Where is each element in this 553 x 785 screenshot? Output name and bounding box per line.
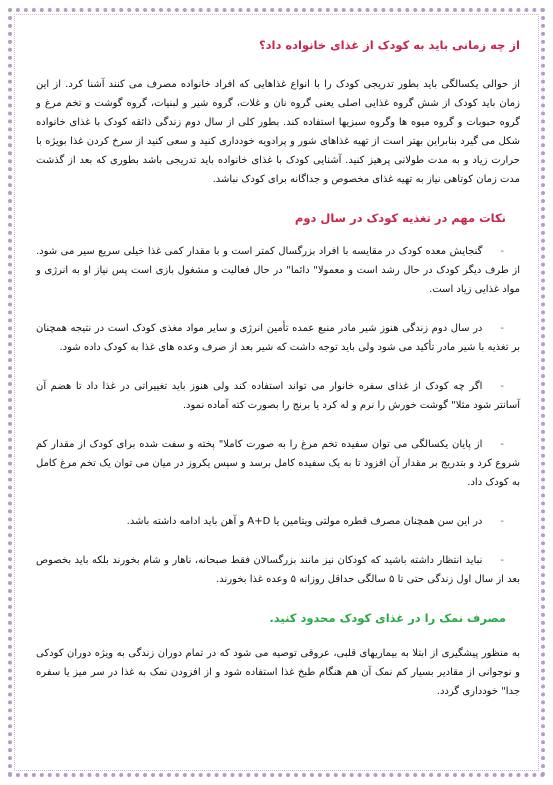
list-item-text: در این سن همچنان مصرف قطره مولتی ویتامین یا A+D و آهن باید ادامه داشته باشد. <box>126 516 483 527</box>
list-item <box>36 242 520 299</box>
list-item <box>36 377 520 415</box>
list-item <box>36 319 520 357</box>
bullet-marker: - <box>500 246 504 257</box>
list-item <box>36 435 520 492</box>
list-item-text: در سال دوم زندگی هنوز شیر مادر منبع عمده تأمین انرژی و سایر مواد مغذی کودک است در نتیجه همچنان بر تغذیه با شیر مادر تأکید می شود ولی باید توجه داشت که شیر بعد از صرف وعده های غذا به کودک داده شود. <box>36 323 520 353</box>
list-item <box>36 512 520 531</box>
bullet-marker: - <box>500 323 504 334</box>
bullet-marker: - <box>500 439 504 450</box>
list-item-text: اگر چه کودک از غذای سفره خانوار می تواند استفاده کند ولی هنوز باید تغییراتی در غذا داد تا هضم آن آسانتر شود مثلا" گوشت خورش را نرم و له کرد یا برنج را بصورت کته آماده نمود. <box>36 381 520 411</box>
section-heading-family-food: از چه زمانی باید به کودک از غذای خانواده داد؟ <box>258 38 520 52</box>
bullet-marker: - <box>500 381 504 392</box>
list-item-text: از پایان یکسالگی می توان سفیده تخم مرغ را به صورت کاملا" پخته و سفت شده برای کودک از مقدار کم شروع کرد و بتدریج بر مقدار آن افزود تا به یک سفیده کامل برسد و سپس یکروز در میان می توان یک تخم مرغ کامل به کودک داد. <box>36 439 520 488</box>
list-item-text: نباید انتظار داشته باشید که کودکان نیز مانند بزرگسالان فقط صبحانه، ناهار و شام بخورند بلکه باید بخصوص بعد از سال اول زندگی حتی تا ۵ سالگی حداقل روزانه ۵ وعده غذا بخورند. <box>36 555 520 585</box>
section-heading-salt: مصرف نمک را در غذای کودک محدود کنید. <box>269 611 506 625</box>
tips-list <box>36 242 520 589</box>
document-page <box>36 20 520 765</box>
paragraph-salt: به منظور پیشگیری از ابتلا به بیماریهای قلبی، عروقی توصیه می شود که در تمام دوران زندگی به ویژه دوران کودکی و نوجوانی از مقادیر بسیار کم نمک آن هم هنگام طبخ غذا استفاده شود و از افزودن نمک به غذا در سر میز یا سفره جدا" خودداری گردد. <box>36 648 520 697</box>
list-item-text: گنجایش معده کودک در مقایسه با افراد بزرگسال کمتر است و با مقدار کمی غذا خیلی سریع سیر می شود. از طرف دیگر کودک در حال رشد است و معمولا" دائما" در حال فعالیت و مشغول بازی است پس نیاز او به انرژی و مواد غذایی زیاد است. <box>36 246 520 295</box>
section-heading-second-year-tips: نکات مهم در تغذیه کودک در سال دوم <box>294 211 506 225</box>
list-item <box>36 551 520 589</box>
paragraph-family-food: از حوالی یکسالگی باید بطور تدریجی کودک را با انواع غذاهایی که افراد خانواده مصرف می کنند آشنا کرد. از این زمان باید کودک از شش گروه غذایی اصلی یعنی گروه نان و غلات، گروه شیر و لبنیات، گروه گوشت و تخم مرغ و گروه حبوبات و گروه میوه ها وگروه سبزیها استفاده کند. بطور کلی از سال دوم زندگی ذائقه کودک با غذای خانواده شکل می گیرد بنابراین بهتر است از تهیه غذاهای شور و پرادویه خودداری کنید و سعی کنید از سرخ کردن غذا بویژه با حرارت زیاد و به مدت طولانی پرهیز کنید. آشنایی کودک با غذای خانواده باید تدریجی باشد بطوری که بعد از گذشت مدت زمان کوتاهی نیاز به تهیه غذای مخصوص و جداگانه برای کودک نباشد. <box>36 79 520 185</box>
bullet-marker: - <box>500 516 504 527</box>
bullet-marker: - <box>500 555 504 566</box>
